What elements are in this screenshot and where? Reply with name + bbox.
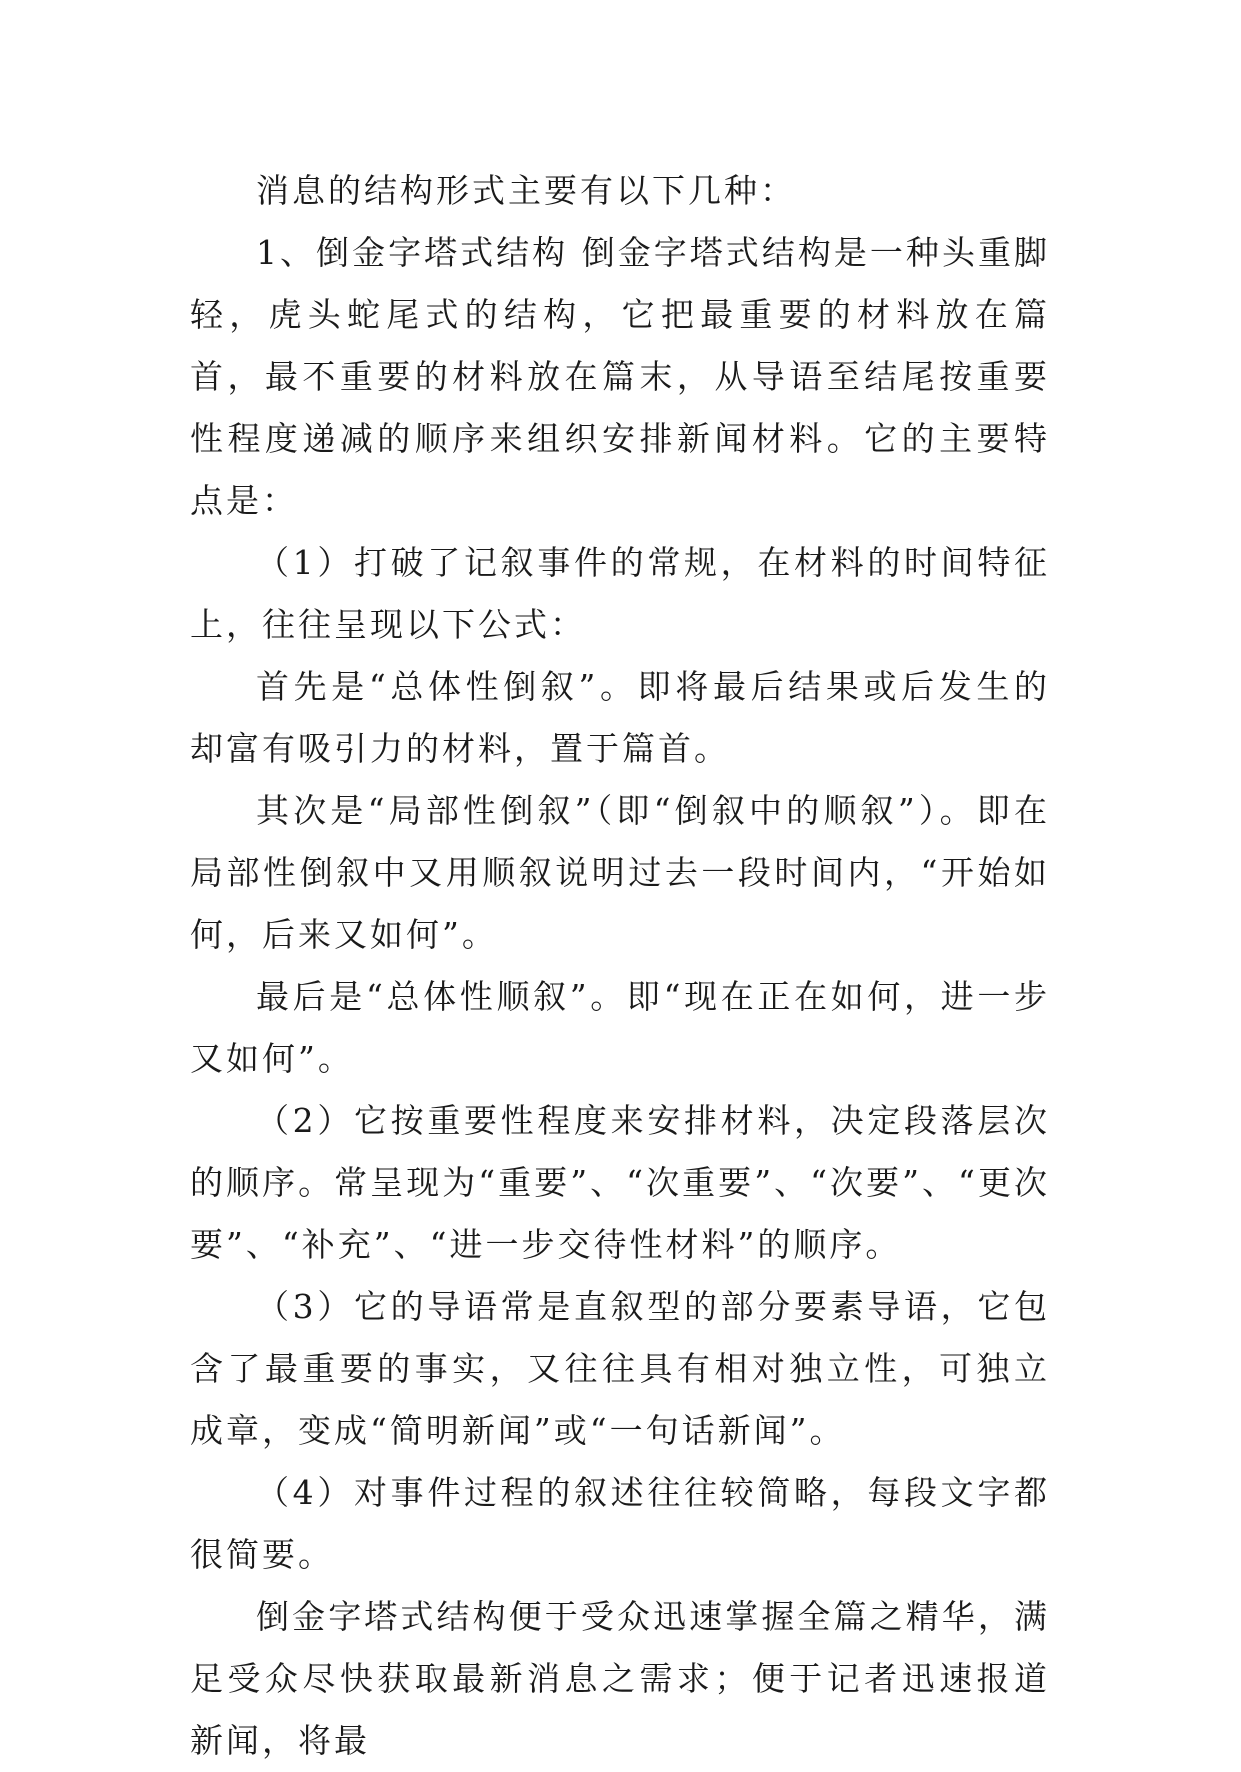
paragraph-feature-3: （3）它的导语常是直叙型的部分要素导语，它包含了最重要的事实，又往往具有相对独立性，可独立成章，变成“简明新闻”或“一句话新闻”。 <box>190 1287 1050 1450</box>
paragraph-second: 其次是“局部性倒叙”（即“倒叙中的顺叙”）。即在局部性倒叙中又用顺叙说明过去一段时间内，“开始如何，后来又如何”。 <box>190 791 1050 954</box>
document-body <box>190 160 1050 1772</box>
paragraph-intro: 消息的结构形式主要有以下几种： <box>256 171 796 210</box>
paragraph-feature-2: （2）它按重要性程度来安排材料，决定段落层次的顺序。常呈现为“重要”、“次重要”、“次要”、“更次要”、“补充”、“进一步交待性材料”的顺序。 <box>190 1101 1050 1264</box>
paragraph-first: 首先是“总体性倒叙”。即将最后结果或后发生的却富有吸引力的材料，置于篇首。 <box>190 667 1050 768</box>
paragraph-summary: 倒金字塔式结构便于受众迅速掌握全篇之精华，满足受众尽快获取最新消息之需求；便于记者迅速报道新闻，将最 <box>190 1597 1050 1760</box>
paragraph-feature-4: （4）对事件过程的叙述往往较简略，每段文字都很简要。 <box>190 1473 1050 1574</box>
paragraph-last: 最后是“总体性顺叙”。即“现在正在如何，进一步又如何”。 <box>190 977 1050 1078</box>
paragraph-inverted-pyramid: 1、倒金字塔式结构 倒金字塔式结构是一种头重脚轻，虎头蛇尾式的结构，它把最重要的材料放在篇首，最不重要的材料放在篇末，从导语至结尾按重要性程度递减的顺序来组织安排新闻材料。它的主要特点是： <box>190 233 1050 520</box>
paragraph-feature-1: （1）打破了记叙事件的常规，在材料的时间特征上，往往呈现以下公式： <box>190 543 1050 644</box>
